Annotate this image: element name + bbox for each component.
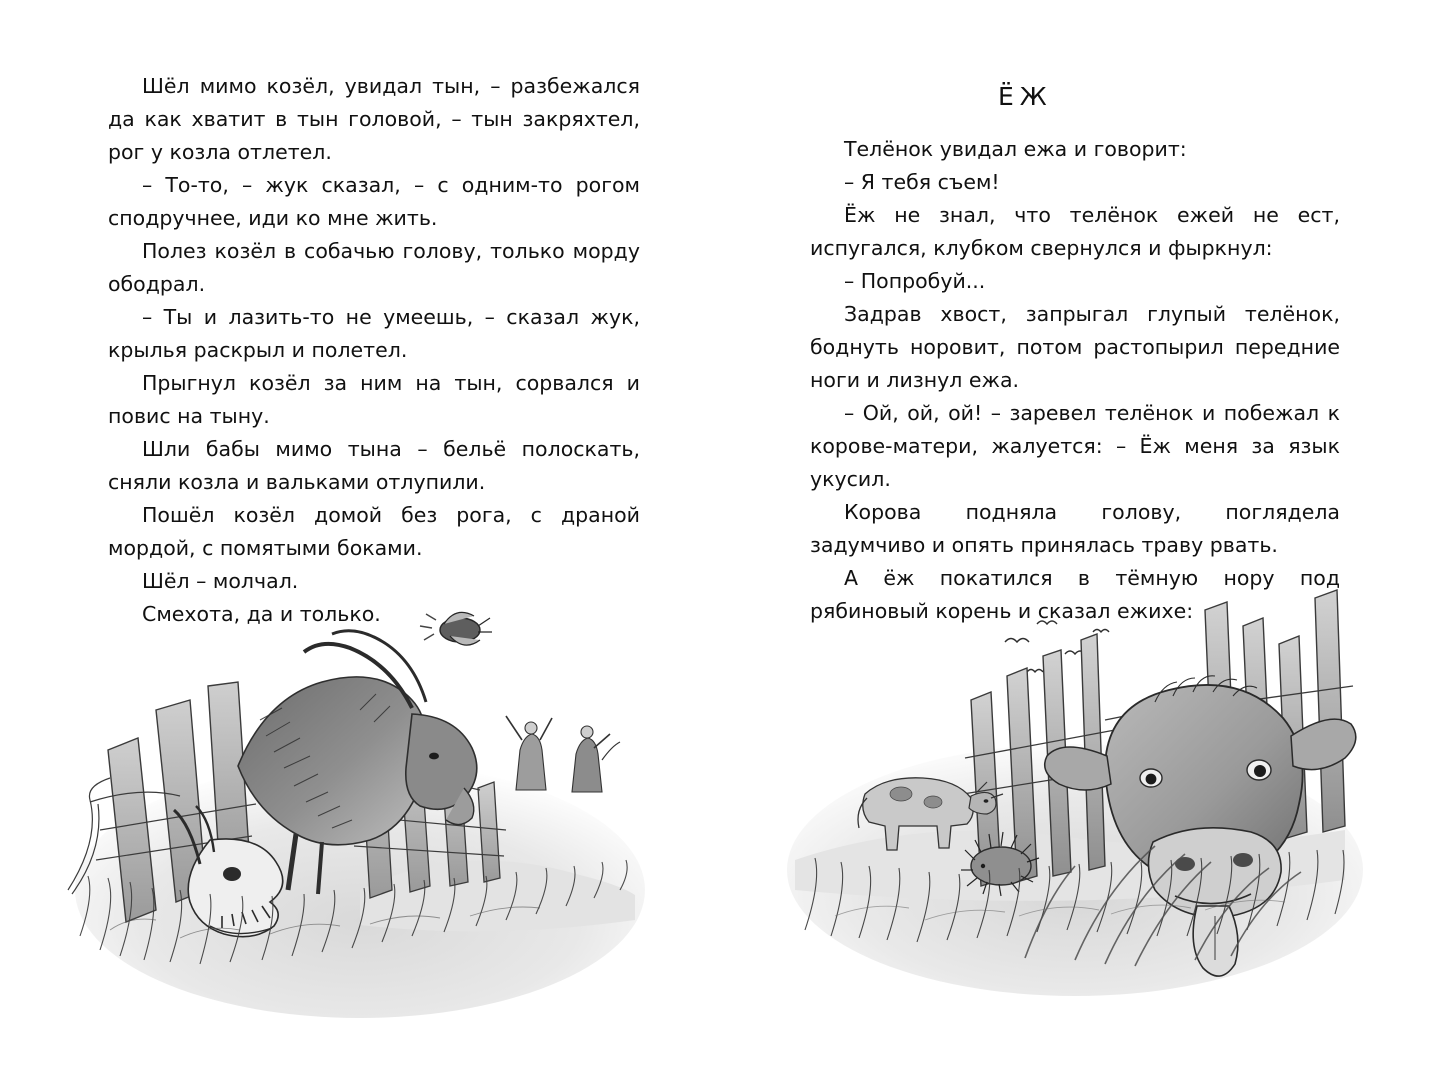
paragraph: Шёл мимо козёл, увидал тын, – разбежался да как хватит в тын головой, – тын закряхтел, рог у козла отлетел.: [108, 74, 640, 164]
left-page-text: [108, 70, 640, 631]
paragraph: Смехота, да и только.: [142, 602, 381, 626]
paragraph: Пошёл козёл домой без рога, с драной мордой, с помятыми боками.: [108, 503, 640, 560]
paragraph: Задрав хвост, запрыгал глупый телёнок, боднуть норовит, потом растопырил передние ноги и лизнул ежа.: [810, 302, 1340, 392]
paragraph: А ёж покатился в тёмную нору под рябиновый корень и сказал ежихе:: [810, 566, 1340, 623]
paragraph: – Попробуй...: [844, 269, 986, 293]
paragraph: Прыгнул козёл за ним на тын, сорвался и повис на тыну.: [108, 371, 640, 428]
paragraph: Телёнок увидал ежа и говорит:: [844, 137, 1187, 161]
paragraph: – То-то, – жук сказал, – с одним-то рогом сподручнее, иди ко мне жить.: [108, 173, 640, 230]
paragraph: Полез козёл в собачью голову, только морду ободрал.: [108, 239, 640, 296]
paragraph: – Ты и лазить-то не умеешь, – сказал жук, крылья раскрыл и полетел.: [108, 305, 640, 362]
goat-and-fence-illustration: [60, 590, 660, 1020]
paragraph: Ёж не знал, что телёнок ежей не ест, испугался, клубком свернулся и фыркнул:: [810, 203, 1340, 260]
story-title: ЁЖ: [998, 82, 1053, 111]
paragraph: – Ой, ой, ой! – заревел телёнок и побежал к корове-матери, жалуется: – Ёж меня за язык укусил.: [810, 401, 1340, 491]
paragraph: Шли бабы мимо тына – бельё полоскать, сняли козла и вальками отлупили.: [108, 437, 640, 494]
paragraph: Шёл – молчал.: [142, 569, 299, 593]
paragraph: Корова подняла голову, поглядела задумчиво и опять принялась траву рвать.: [810, 500, 1340, 557]
paragraph: – Я тебя съем!: [844, 170, 1000, 194]
calf-and-hedgehog-illustration: [775, 580, 1375, 1010]
right-page-text: [810, 133, 1340, 628]
